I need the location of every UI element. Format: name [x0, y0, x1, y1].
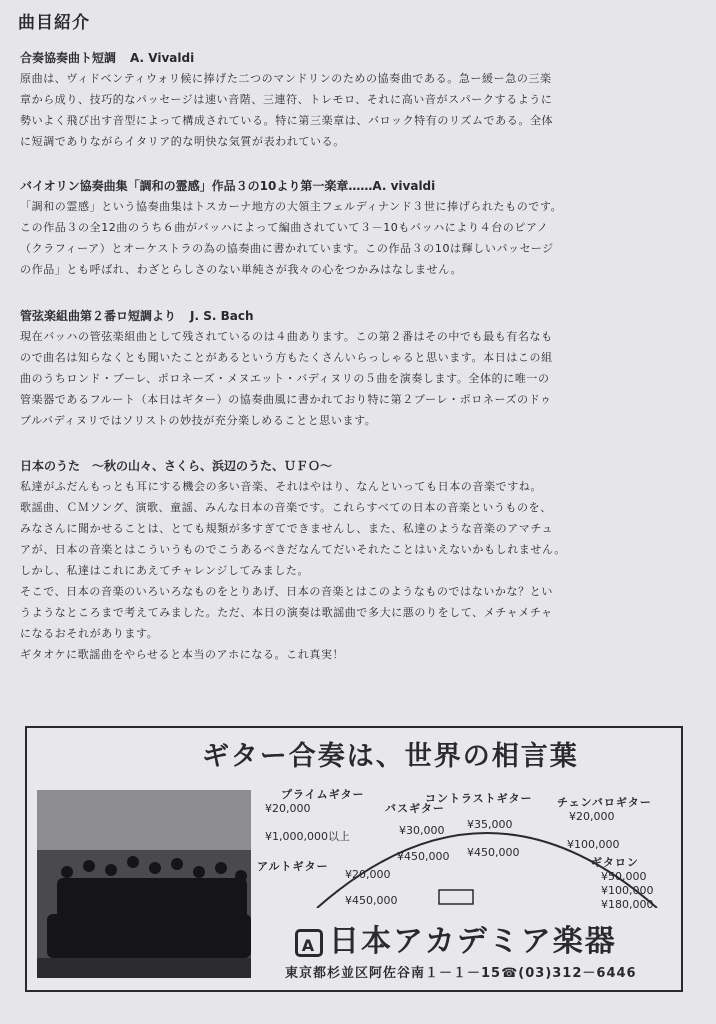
orchestra-silhouette [37, 790, 251, 978]
program-section-vivaldi-violin-concerto [20, 176, 690, 280]
description-line: 現在バッハの管弦楽組曲として残されているのは４曲あります。この第２番はその中でも最も有名なも [20, 330, 553, 343]
description-line: この作品３の全12曲のうち６曲がバッハによって編曲されていて３－10もバッハにより４台のピアノ [20, 221, 549, 234]
guitar-price: ¥450,000 [397, 850, 450, 863]
description-line: （クラフィーア）とオーケストラの為の協奏曲に書かれています。この作品３の10は輝しいパッセージ [20, 242, 554, 255]
composer-name: A. Vivaldi [130, 51, 195, 65]
guitar-price: ¥100,000 [567, 838, 620, 851]
description-line: 勢いよく飛び出す音型によって構成されている。特に第三楽章は、バロック特有のリズムである。全体 [20, 114, 554, 127]
description-line: みなさんに聞かせることは、とても規類が多すぎてできませんし、また、私達のような音楽のアマチュ [20, 522, 554, 535]
description-line: アが、日本の音楽とはこういうものでこうあるべきだなんてだいそれたことはいえないかもしれません。 [20, 543, 566, 556]
section-heading [20, 176, 690, 196]
guitar-price: ¥100,000 [601, 884, 654, 897]
program-section-vivaldi-concerto-grosso [20, 48, 690, 152]
program-section-bach-suite [20, 306, 690, 431]
guitar-price: ¥450,000 [345, 894, 398, 907]
guitar-price: ¥30,000 [399, 824, 445, 837]
guitar-name: プライムギター [281, 788, 365, 801]
guitar-price: ¥20,000 [345, 868, 391, 881]
academia-logo-icon: A [295, 929, 323, 957]
description-line: ギタオケに歌謡曲をやらせると本当のアホになる。これ真実！ [20, 648, 345, 661]
description-line: 曲のうちロンド・ブーレ、ポロネーズ・メヌエット・バディヌリの５曲を演奏します。全体的に唯一の [20, 372, 550, 385]
description-line: の作品」とも呼ばれ、わざとらしさのない単純さが我々の心をつかみはなしません。 [20, 263, 463, 276]
guitar-name: チェンバロギター [557, 796, 652, 809]
guitar-price: ¥180,000 [601, 898, 654, 911]
page-title: 曲目紹介 [18, 13, 90, 33]
guitar-price: ¥20,000 [569, 810, 615, 823]
advertisement-box [25, 726, 683, 992]
description-line: うようなところまで考えてみました。ただ、本日の演奏は歌謡曲で多大に悪のりをして、メチャメチャ [20, 606, 553, 619]
orchestra-photo [37, 790, 251, 978]
description-line: 章から成り、技巧的なパッセージは速い音階、三連符、トレモロ、それに高い音がスパークするように [20, 93, 553, 106]
guitar-name: コントラストギター [425, 792, 533, 805]
guitar-price: ¥450,000 [467, 846, 520, 859]
guitar-price: ¥1,000,000以上 [265, 830, 350, 843]
guitar-name: アルトギター [257, 860, 329, 873]
guitar-price: ¥20,000 [265, 802, 311, 815]
guitar-name: バスギター [385, 802, 445, 815]
section-heading [20, 306, 690, 326]
description-line: 原曲は、ヴィドベンティウォリ候に捧げた二つのマンドリンのための協奏曲である。急ー緩ー急の三楽 [20, 72, 552, 85]
description-line: ブルバディヌリではソリストの妙技が充分楽しめることと思います。 [20, 414, 377, 427]
company-name: 日本アカデミア楽器 [329, 924, 617, 959]
ad-headline: ギター合奏は、世界の相言葉 [202, 741, 579, 772]
description-line: 「調和の霊感」という協奏曲集はトスカーナ地方の大領主フェルディナンド３世に捧げられたものです。 [20, 200, 563, 213]
section-heading [20, 456, 690, 476]
composer-name: A. vivaldi [372, 179, 436, 193]
guitar-price: ¥50,000 [601, 870, 647, 883]
description-line: ので曲名は知らなくとも聞いたことがあるという方もたくさんいらっしゃると思います。本日はこの組 [20, 351, 553, 364]
piece-title: 合奏協奏曲ト短調 [20, 51, 117, 65]
company-address: 東京都杉並区阿佐谷南１－１－15☎(03)312－6446 [285, 966, 637, 981]
description-line: になるおそれがあります。 [20, 627, 159, 640]
guitar-price: ¥35,000 [467, 818, 513, 831]
description-line: 私達がふだんもっとも耳にする機会の多い音楽、それはやはり、なんといっても日本の音楽ですね。 [20, 480, 542, 493]
composer-name: J. S. Bach [190, 309, 254, 323]
program-section-japanese-songs [20, 456, 690, 665]
guitar-name: ギタロン [591, 856, 639, 869]
description-line: そこで、日本の音楽のいろいろなものをとりあげ、日本の音楽とはこのようなものではないかな？とい [20, 585, 553, 598]
description-line: 管楽器であるフルート（本日はギター）の協奏曲風に書かれており特に第２ブーレ・ポロネーズのドゥ [20, 393, 552, 406]
description-line: しかし、私達はこれにあえてチャレンジしてみました。 [20, 564, 310, 577]
piece-title: 管弦楽組曲第２番ロ短調より [20, 309, 177, 323]
section-heading [20, 48, 690, 68]
company-logo [295, 916, 617, 960]
description-line: に短調でありながらイタリア的な明快な気質が表われている。 [20, 135, 345, 148]
piece-title: バイオリン協奏曲集「調和の霊感」作品３の10より第一楽章…… [20, 179, 373, 193]
piece-title: 日本のうた ～秋の山々、さくら、浜辺のうた、ＵＦＯ～ [20, 459, 333, 473]
description-line: 歌謡曲、ＣＭソング、演歌、童謡、みんな日本の音楽です。これらすべての日本の音楽というものを、 [20, 501, 552, 514]
